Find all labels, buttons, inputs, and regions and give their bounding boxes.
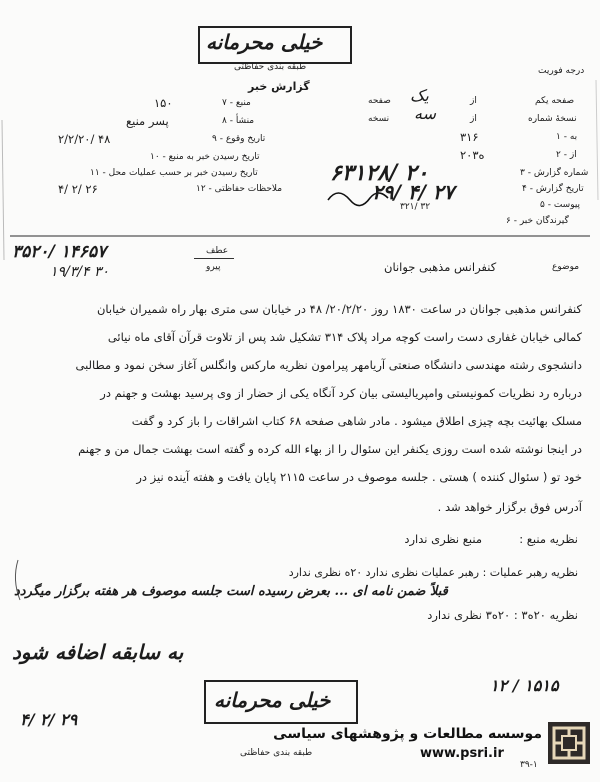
copy-unit-label: نسخه — [368, 114, 390, 124]
watermark-url: www.psri.ir — [420, 746, 504, 761]
bottom-stamp-text: خیلی محرمانه — [214, 688, 331, 712]
to-label: ۱ - به — [556, 132, 578, 142]
to-value: ۳۱۶ — [460, 130, 479, 144]
subject-value: کنفرانس مذهبی جوانان — [384, 260, 497, 274]
event-date-label: ۹ - تاریخ وقوع — [212, 134, 266, 144]
recipients-label: ۶ - گیرندگان خبر — [506, 216, 569, 226]
handwritten-filing-note: به سابقه اضافه شود — [12, 640, 184, 664]
page-of-label: از — [470, 96, 477, 106]
page-number-label: صفحه یکم — [535, 96, 575, 106]
report-number-value: ۶۳۱۲۸/ ۲۰ — [330, 160, 429, 186]
body-line-8: آدرس فوق برگزار خواهد شد . — [437, 500, 582, 514]
report-date-value: ۲۹/ ۴/ ۲۷ — [372, 180, 455, 204]
origin-label: ۸ - منشأ — [222, 116, 255, 126]
body-line-2: کمالی خیابان غفاری دست راست کوچه مراد پلاک ۳۱۴ تشکیل شد پس از تلاوت قرآن آقای ماه نیائی — [107, 330, 582, 344]
reference-number: ۳۵۲۰/ ۱۴۶۵۷ — [12, 242, 107, 262]
subject-label: موضوع — [552, 262, 580, 272]
watermark-title: موسسه مطالعات و پژوهشهای سیاسی — [273, 726, 542, 742]
copy-number-label: نسخهٔ شماره — [528, 114, 577, 124]
security-notes-label: ۱۲ - ملاحظات حفاظتی — [196, 184, 283, 194]
report-date-label: ۴ - تاریخ گزارش — [522, 184, 584, 194]
news-by-ops-date-label: ۱۱ - تاریخ رسیدن خبر بر حسب عملیات محل — [90, 168, 258, 178]
attachment-label: ۵ - پیوست — [540, 200, 581, 210]
handwritten-note: قبلاً ضمن نامه ای ... بعرض رسیده است جلسه موصوف هر هفته برگزار میگردد — [14, 584, 448, 599]
origin-value: پسر منیع — [126, 114, 169, 128]
reference-divider — [194, 258, 234, 259]
top-stamp-text: خیلی محرمانه — [206, 30, 323, 54]
handwritten-date: ۴/ ۲/ ۲۹ — [20, 710, 78, 729]
source-comment-value: منبع نظری ندارد — [404, 532, 482, 546]
reference-label-peyro: پیرو — [206, 262, 221, 272]
from-label: ۲ - از — [556, 150, 577, 160]
attachment-value: ۳۲۱/ ۳۲ — [400, 202, 431, 212]
news-to-source-date-label: ۱۰ - تاریخ رسیدن خبر به منبع — [150, 152, 260, 162]
body-line-7: خود تو ( سئوال کننده ) هستی . جلسه موصوف در ساعت ۲۱۱۵ پایان یافت و هفته آینده نیز در — [136, 470, 582, 484]
copy-count-value: سه — [414, 104, 436, 123]
reference-date: ۱۹/۳/۴ ۳۰ — [50, 264, 110, 280]
page-count-value: یک — [410, 86, 429, 105]
body-line-4: درباره رد نظریات کمونیستی وامپریالیستی بیان کرد آنگاه یکی از حضار از وی پرسید بهشت و جهنم در — [100, 386, 582, 400]
reference-label-atf: عطف — [206, 246, 229, 256]
institute-logo-icon — [548, 722, 590, 764]
page-code: ۳۹-۱ — [520, 760, 538, 770]
report-title: گزارش خبر — [248, 80, 310, 93]
body-line-3: دانشجوی رشته مهندسی دانشگاه صنعتی آریامهر پیرامون نظریه مارکس وانگلس آغاز سخن نمود و مطالبی — [75, 358, 582, 372]
report-number-label: ۳ - شماره گزارش — [520, 168, 589, 178]
copy-of-label: از — [470, 114, 477, 124]
body-line-6: در اینجا نوشته شده است روزی یکنفر این سئوال را از بهاء الله کرده و گفته است بهشت جمال من و جهنم — [78, 442, 582, 456]
handwritten-file-number: ۱۲ / ۱۵۱۵ — [490, 676, 559, 695]
ops-leader-comment: نظریه رهبر عملیات : رهبر عملیات نظری ندارد ۲۰ه نظری ندارد — [288, 566, 578, 579]
page-unit-label: صفحه — [368, 96, 391, 106]
unit-comment: نظریه ۲۰ه۳ : ۲۰ه۳ نظری ندارد — [427, 608, 578, 622]
source-comment-label: نظریه منبع : — [519, 532, 578, 546]
body-line-1: کنفرانس مذهبی جوانان در ساعت ۱۸۳۰ روز ۲۰/۲/۲۰/ ۴۸ در خیابان سی متری بهار راه شمیران خیابان — [96, 302, 582, 316]
classification-label-bottom: طبقه بندی حفاظتی — [240, 748, 313, 758]
security-notes-value: ۴/ ۲/ ۲۶ — [58, 182, 98, 196]
urgency-label: درجه فوریت — [538, 66, 585, 76]
event-date-value: ۲/۲/۲۰/ ۴۸ — [58, 132, 111, 146]
body-line-5: مسلک بهائیت بچه چیزی اطلاق میشود . مادر شاهی صفحه ۶۸ کتاب اشراقات را باز کرد و گفت — [131, 414, 582, 428]
source-label: ۷ - منبع — [222, 98, 251, 108]
from-value: ۲۰ه۳ — [460, 148, 485, 162]
source-value: ۱۵۰ — [154, 96, 173, 110]
classification-label-top: طبقه بندی حفاظتی — [234, 62, 307, 72]
